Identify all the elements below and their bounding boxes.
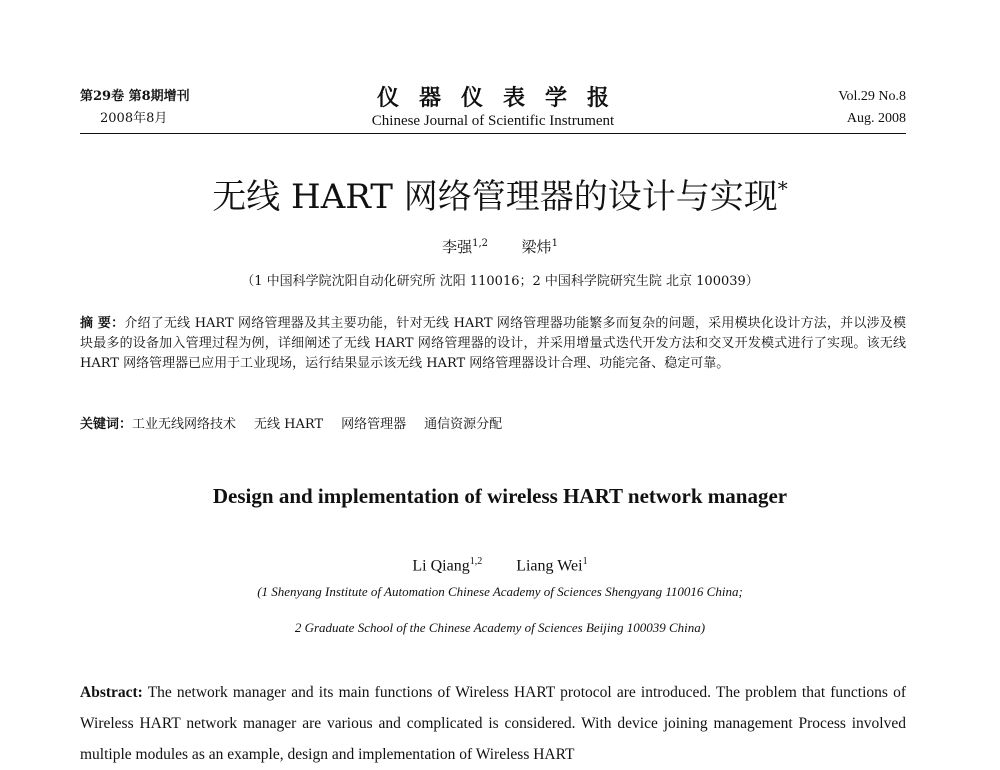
header-rule bbox=[80, 133, 906, 134]
authors-cn bbox=[0, 233, 1000, 258]
abstract-en bbox=[80, 677, 906, 770]
paper-title-cn-text: 无线 HART 网络管理器的设计与实现 bbox=[212, 177, 778, 217]
volume-issue: 第29卷 第8期增刊 bbox=[80, 89, 190, 104]
journal-name-en: Chinese Journal of Scientific Instrument bbox=[371, 113, 615, 129]
volume-info-en bbox=[838, 86, 906, 130]
author-en-name: Liang Wei bbox=[516, 557, 583, 575]
running-header bbox=[80, 86, 906, 136]
abstract-en-label: Abstract: bbox=[80, 684, 143, 701]
keyword: 网络管理器 bbox=[341, 417, 407, 432]
publication-date-en: Aug. 2008 bbox=[846, 111, 906, 126]
paper-title-cn bbox=[0, 174, 1000, 220]
author-cn-name: 梁炜 bbox=[521, 238, 552, 256]
keyword: 无线 HART bbox=[254, 417, 324, 432]
abstract-cn bbox=[80, 314, 906, 374]
paper-title-en: Design and implementation of wireless HART network manager bbox=[212, 484, 788, 508]
keywords-cn-label: 关键词： bbox=[80, 417, 133, 432]
author-cn-affil: 1,2 bbox=[472, 238, 488, 249]
abstract-cn-text: 介绍了无线 HART 网络管理器及其主要功能，针对无线 HART 网络管理器功能繁多而复杂的问题，采用模块化设计方法，并以涉及模块最多的设备加入管理过程为例，详细阐述了无线 HART 网络管理器的设计，并采用增量式迭代开发方法和交叉开发模式进行了实现。该无线 HART 网络管理器已应用于工业现场，运行结果显示该无线 HART 网络管理器设计合理、功能完备、稳定可靠。 bbox=[80, 316, 906, 371]
author-en-affil: 1,2 bbox=[469, 556, 483, 567]
keyword: 通信资源分配 bbox=[424, 417, 503, 432]
journal-name bbox=[80, 86, 906, 132]
authors-en bbox=[0, 551, 1000, 577]
keyword: 工业无线网络技术 bbox=[132, 417, 237, 432]
title-footnote-mark: * bbox=[777, 176, 788, 201]
affiliation-en-line1: (1 Shenyang Institute of Automation Chinese Academy of Sciences Shengyang 110016 China; bbox=[257, 584, 743, 599]
volume-number-en: Vol.29 No.8 bbox=[838, 89, 906, 104]
author-en-name: Li Qiang bbox=[412, 557, 470, 575]
author-cn-name: 李强 bbox=[442, 238, 473, 256]
affiliation-cn: （1 中国科学院沈阳自动化研究所 沈阳 110016；2 中国科学院研究生院 北京 100039） bbox=[241, 274, 759, 289]
author-cn-affil: 1 bbox=[551, 238, 558, 249]
abstract-cn-label: 摘 要： bbox=[80, 316, 125, 331]
publication-date-cn: 2008年8月 bbox=[100, 111, 168, 126]
abstract-en-text: The network manager and its main functions of Wireless HART protocol are introduced. The problem that functions of Wireless HART network manager are various and complicated is considered. With device joining management Process involved multiple modules as an example, design and implementation of Wireless HART bbox=[80, 684, 906, 763]
author-en-affil: 1 bbox=[582, 556, 588, 567]
journal-name-cn: 仪器仪表学报 bbox=[376, 85, 629, 111]
affiliation-en-line2: 2 Graduate School of the Chinese Academy of Sciences Beijing 100039 China) bbox=[294, 620, 706, 635]
keywords-cn bbox=[80, 415, 906, 435]
